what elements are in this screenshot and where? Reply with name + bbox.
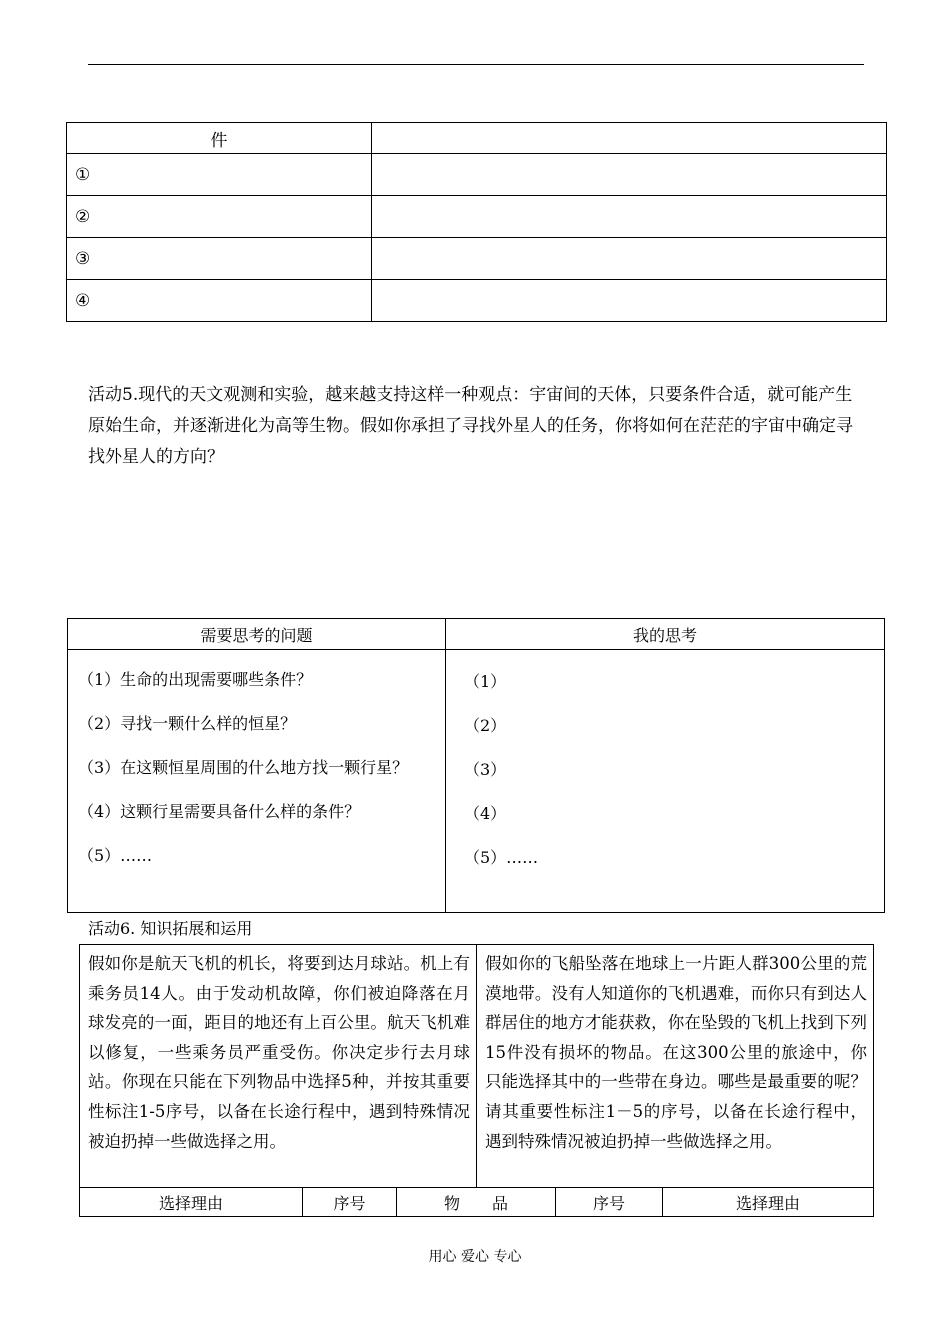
questions-header: 需要思考的问题 (68, 619, 446, 650)
list-item: （4）这颗行星需要具备什么样的条件？ (78, 802, 361, 821)
list-item: （3） (464, 760, 507, 779)
activity5-paragraph: 活动5.现代的天文观测和实验，越来越支持这样一种观点：宇宙间的天体，只要条件合适，就可能产生原始生命，并逐渐进化为高等生物。假如你承担了寻找外星人的任务，你将如何在茫茫的宇宙中确定寻找外星人的方向？ (88, 385, 853, 467)
questions-cell (68, 650, 446, 913)
table-row (68, 650, 885, 913)
list-item: （5）…… (78, 846, 153, 865)
table-row (67, 196, 887, 238)
answers-cell (446, 650, 885, 913)
table-cell: ④ (67, 280, 372, 322)
table-cell (372, 154, 887, 196)
list-item: （1）生命的出现需要哪些条件？ (78, 670, 313, 689)
table-cell: ③ (67, 238, 372, 280)
list-item: （3）在这颗恒星周围的什么地方找一颗行星？ (78, 758, 409, 777)
activity6-title: 活动6. 知识拓展和运用 (88, 919, 253, 938)
table-header-cell: 件 (67, 123, 372, 154)
table-header-row (67, 123, 887, 154)
moon-scenario-cell: 假如你是航天飞机的机长，将要到达月球站。机上有乘务员14人。由于发动机故障，你们被迫降落在月球发亮的一面，距目的地还有上百公里。航天飞机难以修复，一些乘务员严重受伤。你决定步行去月球站。你现在只能在下列物品中选择5种，并按其重要性标注1-5序号，以备在长途行程中，遇到特殊情况被迫扔掉一些做选择之用。 (80, 945, 477, 1188)
table-cell (372, 280, 887, 322)
reason-header-right: 选择理由 (663, 1188, 874, 1217)
answers-header: 我的思考 (446, 619, 885, 650)
list-item: （5）…… (464, 848, 539, 867)
table-cell: ② (67, 196, 372, 238)
list-item: （4） (464, 804, 507, 823)
table-row (67, 154, 887, 196)
list-item: （2） (464, 716, 507, 735)
page-footer: 用心 爱心 专心 (428, 1249, 522, 1265)
table-row (67, 238, 887, 280)
list-item: （2）寻找一颗什么样的恒星？ (78, 714, 297, 733)
table-header-cell (372, 123, 887, 154)
thinking-table (67, 618, 885, 913)
number-header-right: 序号 (556, 1188, 663, 1217)
table-cell (372, 238, 887, 280)
table-row (80, 945, 874, 1188)
table-header-row (68, 619, 885, 650)
item-header: 物 品 (397, 1188, 556, 1217)
number-header-left: 序号 (303, 1188, 397, 1217)
conditions-table (66, 122, 887, 322)
desert-scenario-cell: 假如你的飞船坠落在地球上一片距人群300公里的荒漠地带。没有人知道你的飞机遇难，而你只有到达人群居住的地方才能获救，你在坠毁的飞机上找到下列15件没有损坏的物品。在这300公里的旅途中，你只能选择其中的一些带在身边。哪些是最重要的呢？请其重要性标注1－5的序号，以备在长途行程中，遇到特殊情况被迫扔掉一些做选择之用。 (477, 945, 874, 1188)
header-rule (88, 64, 864, 65)
table-cell (372, 196, 887, 238)
reason-header-left: 选择理由 (80, 1188, 303, 1217)
table-header-row (80, 1188, 874, 1217)
table-row (67, 280, 887, 322)
table-cell: ① (67, 154, 372, 196)
list-item: （1） (464, 672, 507, 691)
survival-table (79, 944, 874, 1217)
